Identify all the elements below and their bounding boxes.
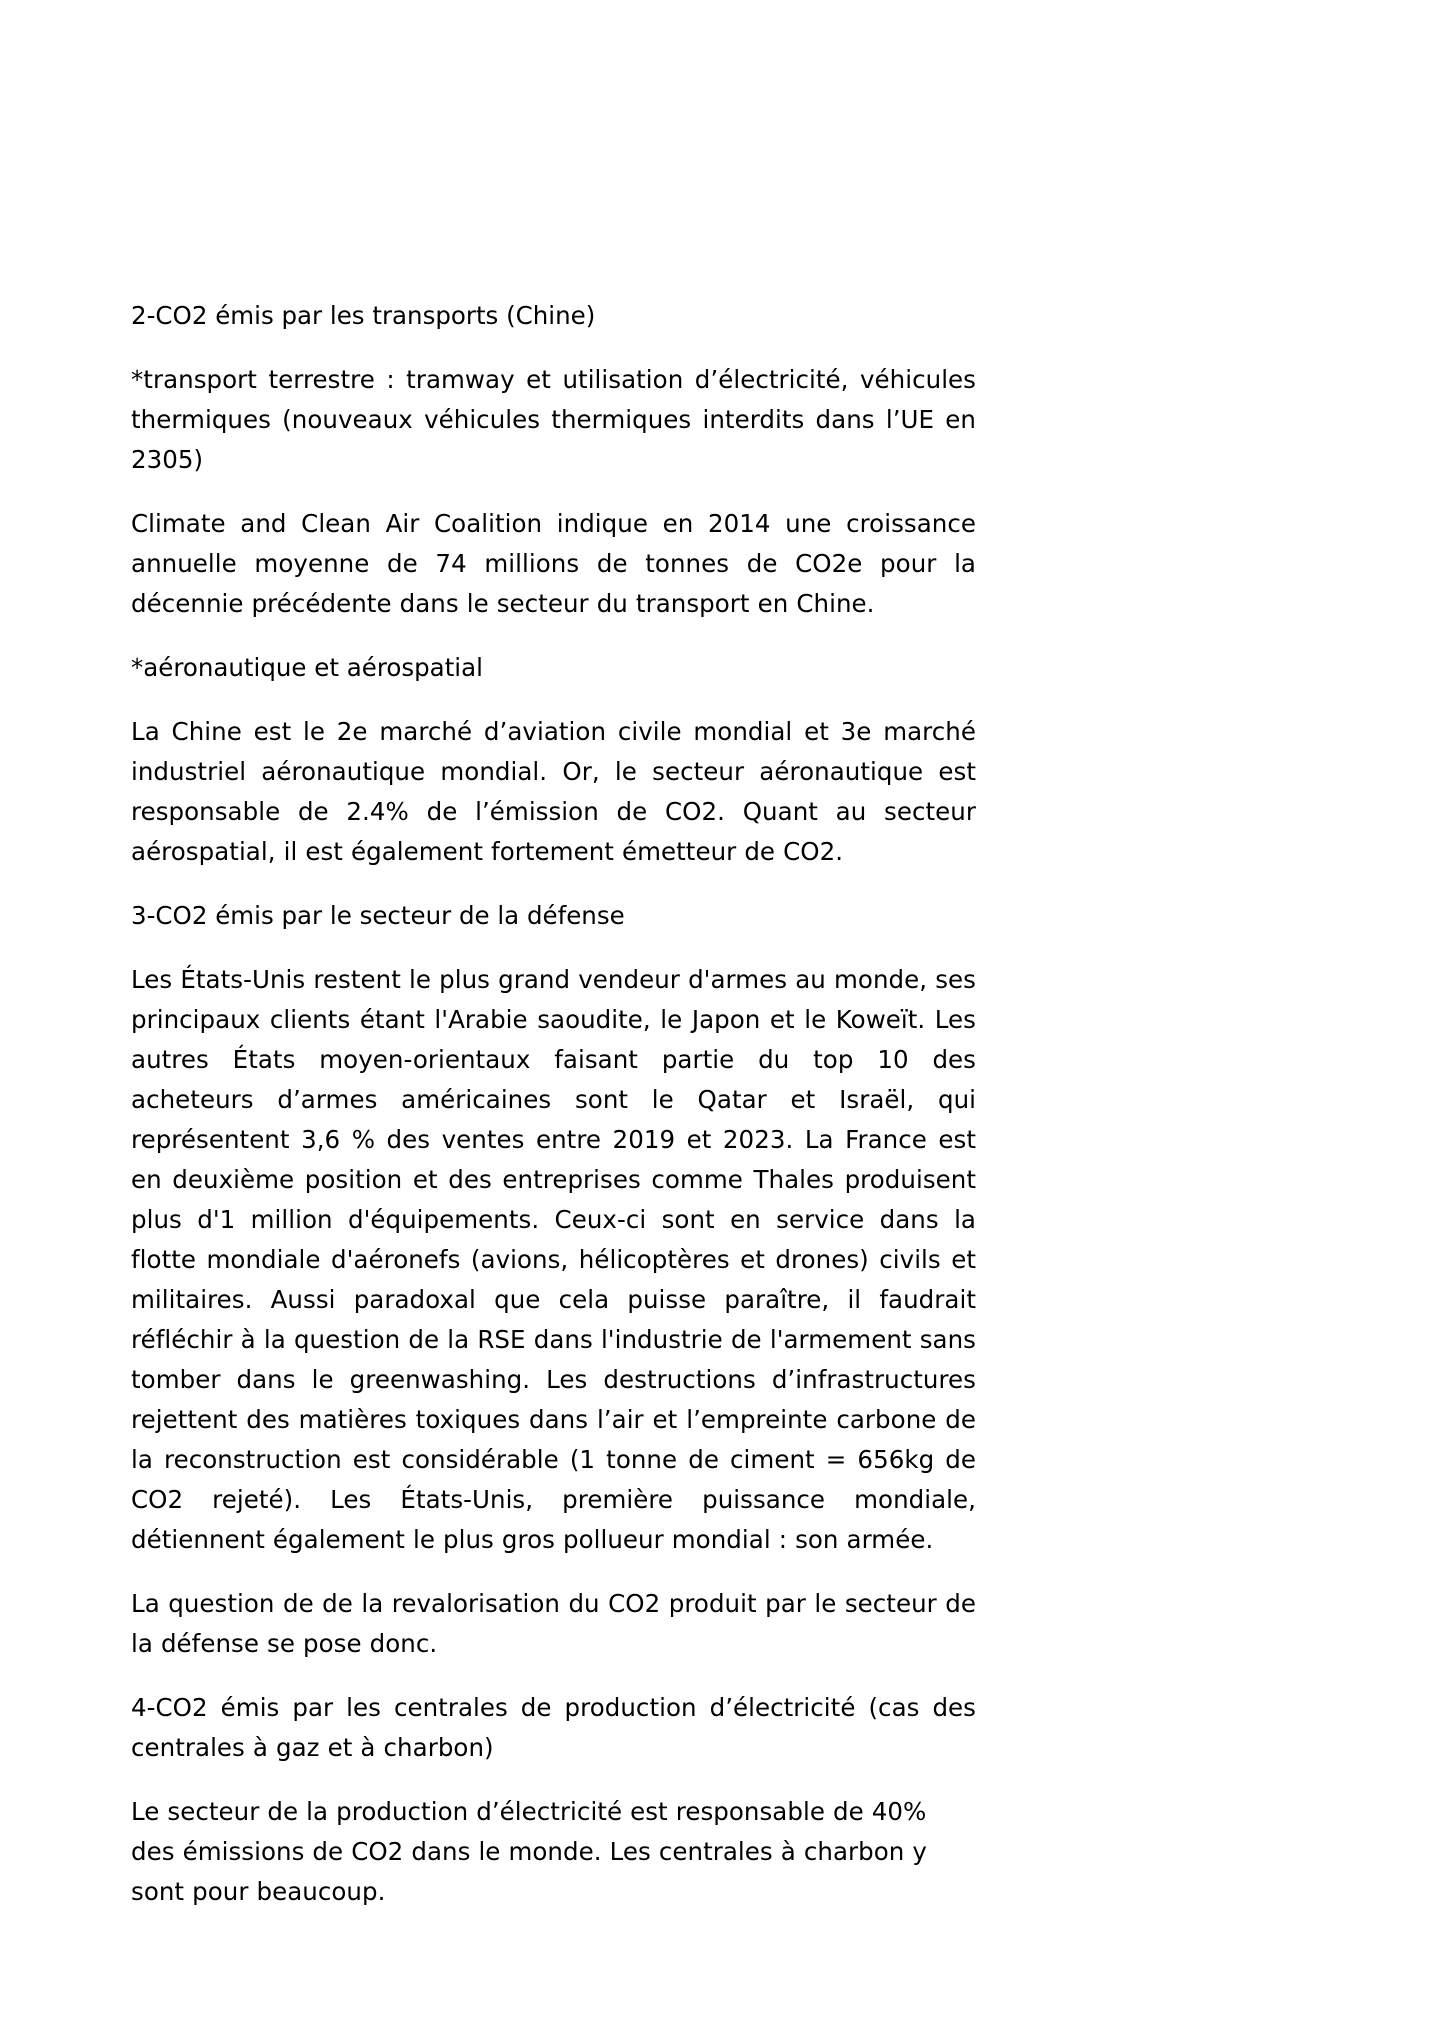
paragraph-production-electricite: Le secteur de la production d’électricité est responsable de 40% des émissions de CO2 dans le monde. Les centrales à charbon y sont pour beaucoup. (131, 1797, 927, 1906)
heading-aeronautique-aerospatial: *aéronautique et aérospatial (131, 653, 483, 682)
paragraph-transport-terrestre: *transport terrestre : tramway et utilisation d’électricité, véhicules thermiques (nouveaux véhicules thermiques interdits dans l’UE en 2305) (131, 365, 976, 474)
heading-co2-centrales-electricite: 4-CO2 émis par les centrales de production d’électricité (cas des centrales à gaz et à charbon) (131, 1693, 976, 1762)
document-body (131, 296, 976, 1912)
paragraph-revalorisation-co2: La question de de la revalorisation du CO2 produit par le secteur de la défense se pose donc. (131, 1589, 976, 1658)
paragraph-climate-clean-air-coalition: Climate and Clean Air Coalition indique en 2014 une croissance annuelle moyenne de 74 millions de tonnes de CO2e pour la décennie précédente dans le secteur du transport en Chine. (131, 509, 976, 618)
heading-co2-defense: 3-CO2 émis par le secteur de la défense (131, 901, 625, 930)
heading-co2-transports: 2-CO2 émis par les transports (Chine) (131, 301, 596, 330)
paragraph-secteur-defense: Les États-Unis restent le plus grand vendeur d'armes au monde, ses principaux clients étant l'Arabie saoudite, le Japon et le Koweït. Les autres États moyen-orientaux faisant partie du top 10 des acheteurs d’armes américaines sont le Qatar et Israël, qui représentent 3,6 % des ventes entre 2019 et 2023. La France est en deuxième position et des entreprises comme Thales produisent plus d'1 million d'équipements. Ceux-ci sont en service dans la flotte mondiale d'aéronefs (avions, hélicoptères et drones) civils et militaires. Aussi paradoxal que cela puisse paraître, il faudrait réfléchir à la question de la RSE dans l'industrie de l'armement sans tomber dans le greenwashing. Les destructions d’infrastructures rejettent des matières toxiques dans l’air et l’empreinte carbone de la reconstruction est considérable (1 tonne de ciment = 656kg de CO2 rejeté). Les États-Unis, première puissance mondiale, détiennent également le plus gros pollueur mondial : son armée. (131, 965, 976, 1554)
paragraph-aviation-chine: La Chine est le 2e marché d’aviation civile mondial et 3e marché industriel aéronautique mondial. Or, le secteur aéronautique est responsable de 2.4% de l’émission de CO2. Quant au secteur aérospatial, il est également fortement émetteur de CO2. (131, 717, 976, 866)
